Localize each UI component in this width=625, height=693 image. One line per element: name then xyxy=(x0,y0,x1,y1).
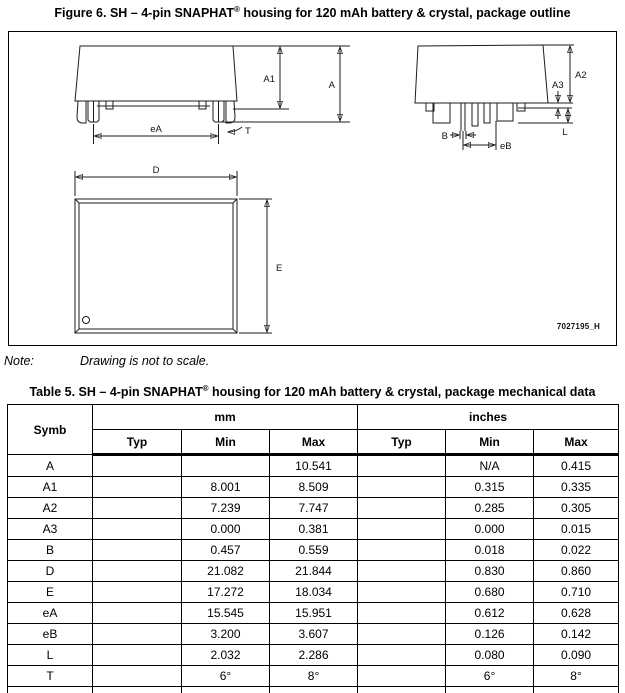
side-view xyxy=(75,46,350,144)
value-cell: 6° xyxy=(182,666,270,687)
value-cell xyxy=(358,519,446,540)
table-row xyxy=(8,624,619,645)
value-cell xyxy=(93,582,182,603)
value-cell xyxy=(358,498,446,519)
table-body xyxy=(8,455,619,687)
package-outline-figure xyxy=(8,31,617,346)
dim-label-eb: eB xyxy=(500,141,512,152)
value-cell: 0.015 xyxy=(534,519,619,540)
dim-label-e: E xyxy=(276,263,283,274)
value-cell xyxy=(93,561,182,582)
dim-label-b: B xyxy=(441,131,448,142)
value-cell xyxy=(358,666,446,687)
value-cell xyxy=(358,561,446,582)
value-cell: 8° xyxy=(270,666,358,687)
end-view xyxy=(415,45,587,152)
value-cell: 8.001 xyxy=(182,477,270,498)
value-cell: 0.335 xyxy=(534,477,619,498)
dim-label-ea: eA xyxy=(150,124,162,135)
value-cell: 2.286 xyxy=(270,645,358,666)
value-cell xyxy=(93,498,182,519)
symbol-cell: A1 xyxy=(8,477,93,498)
column-group-mm: mm xyxy=(93,405,358,430)
column-header-in-min: Min xyxy=(446,430,534,455)
value-cell: 10.541 xyxy=(270,455,358,477)
symbol-cell: A2 xyxy=(8,498,93,519)
value-cell: 0.559 xyxy=(270,540,358,561)
value-cell xyxy=(93,645,182,666)
value-cell: 0.000 xyxy=(446,519,534,540)
table-row xyxy=(8,561,619,582)
value-cell: 2.032 xyxy=(182,645,270,666)
bottom-view xyxy=(75,165,282,333)
table-caption xyxy=(0,384,625,399)
table-row xyxy=(8,666,619,687)
symbol-cell: B xyxy=(8,540,93,561)
value-cell: 21.082 xyxy=(182,561,270,582)
symbol-cell: T xyxy=(8,666,93,687)
value-cell: 0.022 xyxy=(534,540,619,561)
dim-label-l: L xyxy=(562,127,568,138)
value-cell: 0.315 xyxy=(446,477,534,498)
table-row xyxy=(8,519,619,540)
value-cell xyxy=(93,455,182,477)
value-cell: 7.239 xyxy=(182,498,270,519)
dim-label-d: D xyxy=(152,165,160,176)
value-cell: 21.844 xyxy=(270,561,358,582)
symbol-cell: D xyxy=(8,561,93,582)
column-group-inches: inches xyxy=(358,405,619,430)
dim-label-t: T xyxy=(245,126,251,137)
value-cell: 0.710 xyxy=(534,582,619,603)
value-cell xyxy=(93,624,182,645)
figure-caption xyxy=(0,5,625,20)
value-cell: 0.000 xyxy=(182,519,270,540)
value-cell xyxy=(358,603,446,624)
value-cell: 0.080 xyxy=(446,645,534,666)
value-cell: 0.305 xyxy=(534,498,619,519)
value-cell: 17.272 xyxy=(182,582,270,603)
dim-label-a: A xyxy=(328,80,335,91)
figure-caption-text: Figure 6. SH – 4-pin SNAPHAT xyxy=(54,6,235,21)
column-header-in-max: Max xyxy=(534,430,619,455)
column-header-in-typ: Typ xyxy=(358,430,446,455)
note xyxy=(4,354,617,368)
value-cell: 0.126 xyxy=(446,624,534,645)
value-cell: 15.545 xyxy=(182,603,270,624)
table-row xyxy=(8,603,619,624)
value-cell xyxy=(93,666,182,687)
registered-trademark-icon: ® xyxy=(234,5,240,14)
symbol-cell: eA xyxy=(8,603,93,624)
table-caption-text: Table 5. SH – 4-pin SNAPHAT xyxy=(29,385,203,400)
value-cell xyxy=(358,540,446,561)
value-cell xyxy=(358,624,446,645)
value-cell xyxy=(182,455,270,477)
value-cell: 0.860 xyxy=(534,561,619,582)
value-cell xyxy=(358,645,446,666)
note-label: Note: xyxy=(4,354,34,368)
symbol-cell: E xyxy=(8,582,93,603)
symbol-cell: L xyxy=(8,645,93,666)
table-row xyxy=(8,582,619,603)
mechanical-data-table xyxy=(7,404,619,693)
table-row xyxy=(8,540,619,561)
value-cell: 0.018 xyxy=(446,540,534,561)
value-cell: 8.509 xyxy=(270,477,358,498)
table-row xyxy=(8,455,619,477)
value-cell: 0.090 xyxy=(534,645,619,666)
table-row xyxy=(8,498,619,519)
value-cell: 15.951 xyxy=(270,603,358,624)
value-cell: 0.381 xyxy=(270,519,358,540)
dim-label-a1: A1 xyxy=(263,74,275,85)
column-header-mm-min: Min xyxy=(182,430,270,455)
value-cell xyxy=(358,455,446,477)
value-cell: 0.415 xyxy=(534,455,619,477)
table-row-clipped xyxy=(8,687,619,693)
package-outline-drawing xyxy=(9,32,616,345)
figure-caption-rest: housing for 120 mAh battery & crystal, package outline xyxy=(239,6,571,21)
symbol-cell: A3 xyxy=(8,519,93,540)
column-header-mm-max: Max xyxy=(270,430,358,455)
value-cell xyxy=(358,582,446,603)
value-cell: 6° xyxy=(446,666,534,687)
value-cell: 3.200 xyxy=(182,624,270,645)
value-cell: 7.747 xyxy=(270,498,358,519)
value-cell xyxy=(93,519,182,540)
value-cell: N/A xyxy=(446,455,534,477)
dim-label-a3: A3 xyxy=(552,80,564,91)
value-cell: 0.680 xyxy=(446,582,534,603)
table-header xyxy=(8,405,619,455)
table-row xyxy=(8,645,619,666)
column-header-mm-typ: Typ xyxy=(93,430,182,455)
value-cell: 0.457 xyxy=(182,540,270,561)
symbol-cell: eB xyxy=(8,624,93,645)
value-cell: 8° xyxy=(534,666,619,687)
table-row xyxy=(8,477,619,498)
symbol-cell: A xyxy=(8,455,93,477)
note-text: Drawing is not to scale. xyxy=(80,354,210,368)
value-cell: 0.142 xyxy=(534,624,619,645)
value-cell: 18.034 xyxy=(270,582,358,603)
column-header-symb: Symb xyxy=(8,405,93,455)
value-cell: 0.612 xyxy=(446,603,534,624)
table-caption-rest: housing for 120 mAh battery & crystal, package mechanical data xyxy=(208,385,596,400)
registered-trademark-icon: ® xyxy=(202,384,209,393)
value-cell xyxy=(358,477,446,498)
value-cell: 0.628 xyxy=(534,603,619,624)
value-cell: 0.830 xyxy=(446,561,534,582)
value-cell: 3.607 xyxy=(270,624,358,645)
drawing-reference: 7027195_H xyxy=(556,322,600,331)
value-cell xyxy=(93,540,182,561)
dim-label-a2: A2 xyxy=(575,70,587,81)
pin1-indicator-icon xyxy=(83,317,90,324)
value-cell xyxy=(93,477,182,498)
value-cell xyxy=(93,603,182,624)
value-cell: 0.285 xyxy=(446,498,534,519)
